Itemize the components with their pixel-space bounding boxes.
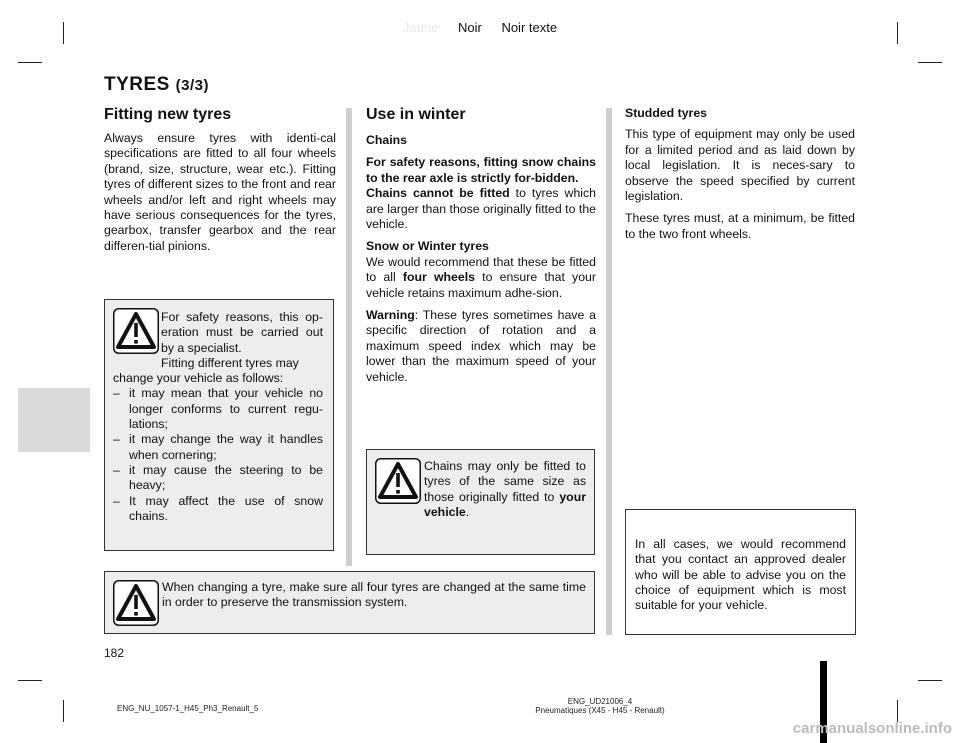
studded-section xyxy=(625,106,855,249)
crop-mark xyxy=(18,62,42,63)
dealer-box-text: In all cases, we would recommend that you contact an approved dealer who will be able to advise you on the choice of equipment which is most suitable for your vehicle. xyxy=(635,537,846,613)
footer-center xyxy=(500,697,700,715)
studded-heading: Studded tyres xyxy=(625,106,707,120)
list-item: – it may cause the steering to be heavy; xyxy=(113,463,323,494)
crop-mark xyxy=(897,700,898,722)
list-item: – It may affect the use of snow chains. xyxy=(113,494,323,525)
page-title xyxy=(104,74,209,96)
chapter-side-tab xyxy=(18,388,90,452)
crop-mark xyxy=(18,680,42,681)
gearbox-box-text: When changing a tyre, make sure all four tyres are changed at the same time in order to preserve the transmission system. xyxy=(162,580,586,610)
list-item: – it may change the way it handles when cornering; xyxy=(113,432,323,463)
fitting-body: Always ensure tyres with identi-cal specifications are fitted to all four wheels (brand, size, structure, wear etc.). Fitting tyres of different sizes to the front and rear wheels and/or left and right wheels may have serious consequences for the tyres, gearbox, transfer gearbox and the rear differen-tial pinions. xyxy=(104,131,336,253)
fitting-heading: Fitting new tyres xyxy=(104,106,232,123)
chains-box-bold: your vehicle xyxy=(424,489,586,519)
title-part: (3/3) xyxy=(175,77,209,94)
page-number: 182 xyxy=(104,646,125,660)
specialist-list xyxy=(113,386,323,524)
title-main: TYRES xyxy=(104,74,170,95)
footer-center-line2: Pneumatiques (X45 - H45 - Renault) xyxy=(535,706,665,715)
studded-p1: This type of equipment may only be used for a limited period and as laid down by local legislation. It is neces-sary to observe the speed specified by current legislation. xyxy=(625,127,855,204)
registration-marks xyxy=(0,20,960,35)
warning-text: : These tyres sometimes have a specific direction of rotation and a maximum speed index which may be lower than the maximum speed of your vehicle. xyxy=(366,308,596,384)
watermark: carmanualsonline.info xyxy=(792,720,952,737)
column-divider xyxy=(606,108,612,635)
chains-box-end: . xyxy=(465,504,470,519)
crop-mark xyxy=(63,700,64,722)
dealer-advice-box xyxy=(625,509,856,635)
crop-mark xyxy=(918,680,942,681)
fitting-section xyxy=(104,106,336,261)
chains-forbidden: For safety reasons, fitting snow chains to the rear axle is strictly for-bidden. xyxy=(366,155,596,185)
snow-text-1: We would recommend that these be fitted to all xyxy=(366,254,596,285)
specialist-intro: For safety reasons, this op-eration must be carried out by a specialist. xyxy=(161,310,323,355)
chains-box-text: Chains may only be fitted to tyres of the same size as those originally fitted to xyxy=(424,459,586,504)
chains-label: Chains xyxy=(366,133,407,147)
chains-cannot-label: Chains cannot be fitted xyxy=(366,186,510,201)
chains-warning-box xyxy=(366,449,595,555)
gearbox-warning-box xyxy=(104,571,595,634)
footer-left: ENG_NU_1057-1_H45_Ph3_Renault_5 xyxy=(117,704,259,713)
winter-section xyxy=(366,106,596,392)
snow-text-2: to ensure that your vehicle retains maximum adhe-sion. xyxy=(366,270,596,300)
footer-center-line1: ENG_UD21006_4 xyxy=(567,697,633,706)
mark-noir-texte: Noir texte xyxy=(501,20,558,35)
warning-triangle-icon xyxy=(113,580,159,626)
snow-four-wheels: four wheels xyxy=(402,270,475,285)
warning-label: Warning xyxy=(366,308,415,323)
warning-triangle-icon xyxy=(375,458,421,504)
mark-noir: Noir xyxy=(457,20,482,35)
specialist-line2: Fitting different tyres may xyxy=(161,355,299,370)
list-item: – it may mean that your vehicle no longer conforms to current regu-lations; xyxy=(113,386,323,432)
mark-jaune: Jaune xyxy=(402,20,439,35)
chains-cannot-text: to tyres which are larger than those originally fitted to the vehicle. xyxy=(366,186,596,232)
studded-p2: These tyres must, at a minimum, be fitted to the two front wheels. xyxy=(625,211,855,241)
winter-heading: Use in winter xyxy=(366,106,466,123)
snow-label: Snow or Winter tyres xyxy=(366,239,489,254)
specialist-line3: change your vehicle as follows: xyxy=(113,371,284,386)
crop-mark xyxy=(918,62,942,63)
column-divider xyxy=(346,108,352,566)
specialist-warning-box xyxy=(104,299,334,551)
